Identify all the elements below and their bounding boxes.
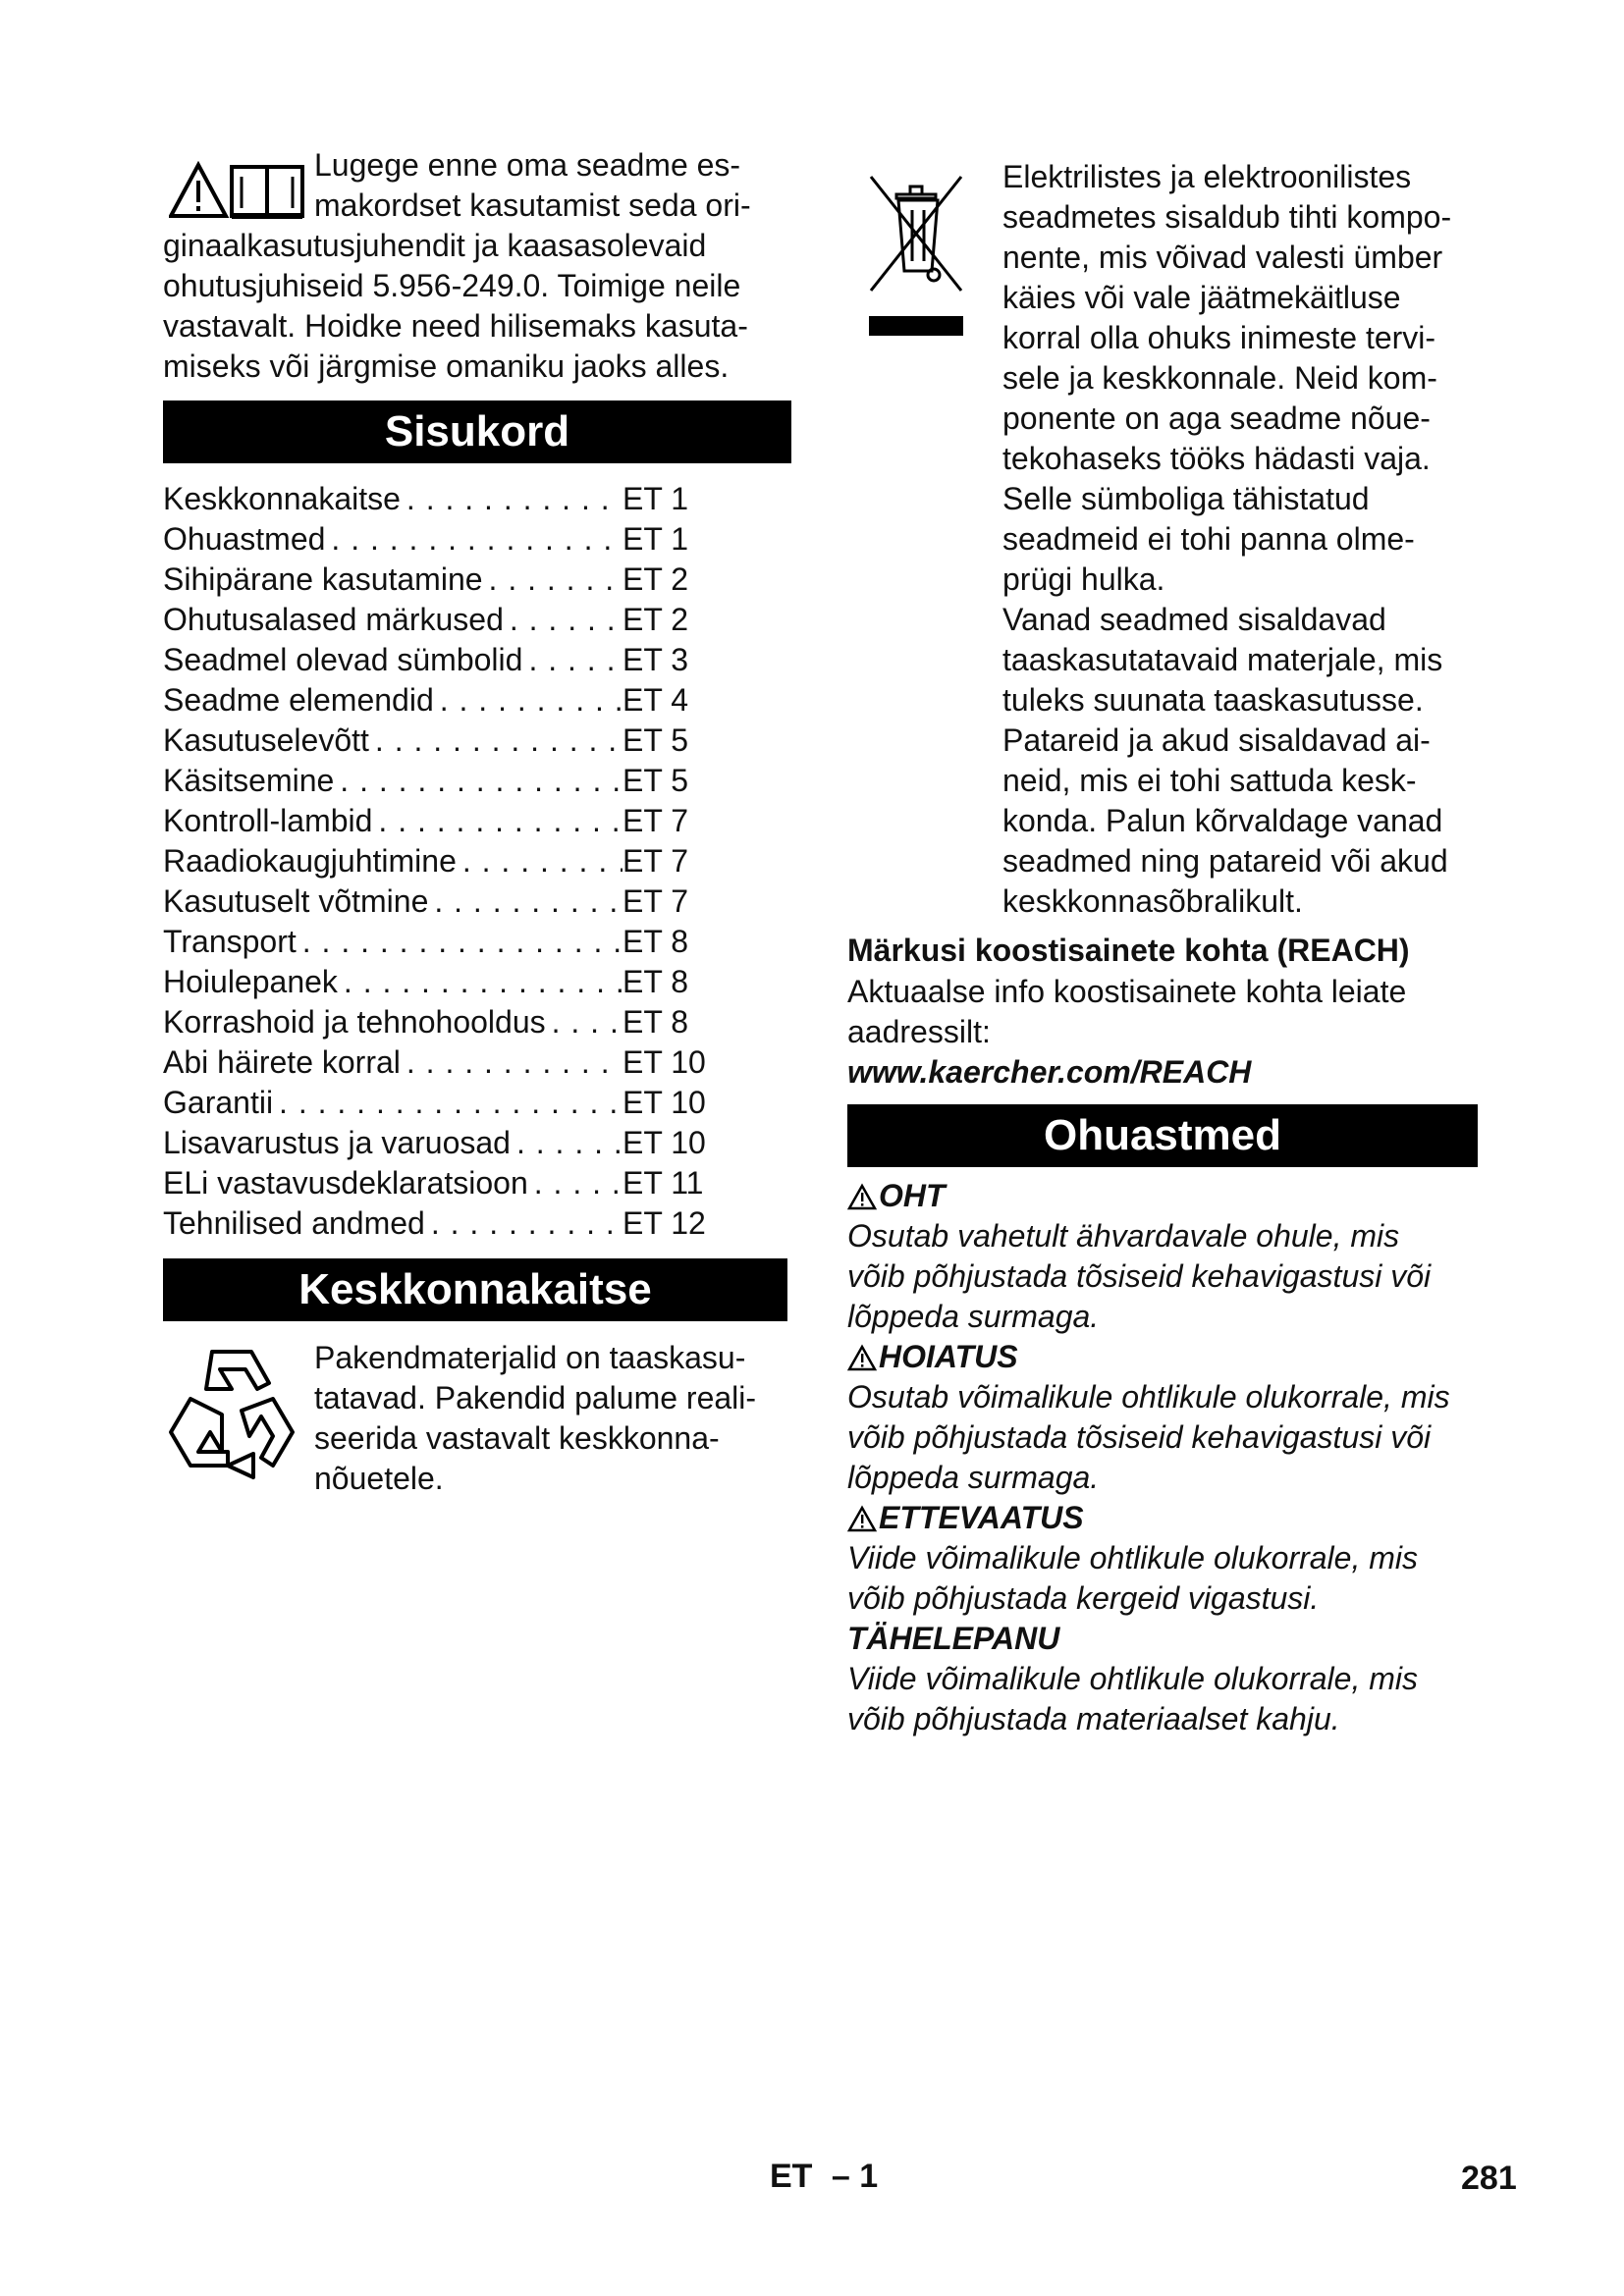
- text-line: seerida vastavalt keskkonna-: [314, 1420, 720, 1456]
- warning-triangle-icon: [847, 1183, 877, 1210]
- toc-leader: [338, 962, 623, 1002]
- text-line: võib põhjustada kergeid vigastusi.: [847, 1580, 1320, 1616]
- toc-item[interactable]: [163, 721, 713, 761]
- text-line: prügi hulka.: [1002, 561, 1165, 597]
- toc-item[interactable]: [163, 1002, 713, 1042]
- toc-item[interactable]: [163, 1042, 713, 1083]
- warning-triangle-icon: [847, 1505, 877, 1532]
- text-line: võib põhjustada tõsiseid kehavigastusi või: [847, 1258, 1432, 1294]
- toc-item-page: ET 10: [623, 1044, 706, 1080]
- toc-item[interactable]: [163, 841, 713, 881]
- text-line: Osutab võimalikule ohtlikule olukorrale, mis: [847, 1379, 1450, 1415]
- hazard-levels-title: Ohuastmed: [847, 1104, 1478, 1167]
- text-line: Viide võimalikule ohtlikule olukorrale, mis: [847, 1540, 1418, 1575]
- text-line: konda. Palun kõrvaldage vanad: [1002, 803, 1443, 838]
- table-of-contents: [163, 479, 713, 1244]
- toc-title: Sisukord: [163, 400, 791, 463]
- text-line: tatavad. Pakendid palume reali-: [314, 1380, 757, 1415]
- text-line: tuleks suunata taaskasutusse.: [1002, 682, 1424, 718]
- toc-item-page: ET 7: [623, 803, 688, 838]
- hazard-label: OHT: [879, 1178, 946, 1213]
- toc-leader: [522, 640, 623, 680]
- toc-item[interactable]: [163, 1083, 713, 1123]
- toc-item-page: ET 1: [623, 481, 688, 516]
- toc-leader: [401, 1042, 623, 1083]
- toc-item[interactable]: [163, 640, 713, 680]
- toc-item-label: Hoiulepanek: [163, 964, 338, 999]
- toc-item-label: Transport: [163, 924, 297, 959]
- hazard-label: TÄHELEPANU: [847, 1621, 1060, 1656]
- toc-leader: [372, 801, 623, 841]
- text-line: Viide võimalikule ohtlikule olukorrale, mis: [847, 1661, 1418, 1696]
- toc-item-label: Keskkonnakaitse: [163, 481, 401, 516]
- hazard-heading: [847, 1176, 1486, 1216]
- toc-item-page: ET 4: [623, 682, 688, 718]
- toc-item-label: Ohuastmed: [163, 521, 326, 557]
- text-line: seadmed ning patareid või akud: [1002, 843, 1448, 879]
- toc-item[interactable]: [163, 761, 713, 801]
- warning-manual-icon: [169, 161, 308, 222]
- hazard-label: ETTEVAATUS: [879, 1500, 1084, 1535]
- toc-item[interactable]: [163, 1123, 713, 1163]
- crossed-bin-icon: [867, 173, 965, 340]
- toc-item[interactable]: [163, 1203, 713, 1244]
- text-line: korral olla ohuks inimeste tervi-: [1002, 320, 1436, 355]
- weee-text: [1002, 157, 1493, 922]
- text-line: neid, mis ei tohi sattuda kesk-: [1002, 763, 1417, 798]
- toc-item-page: ET 2: [623, 602, 688, 637]
- toc-leader: [401, 479, 623, 519]
- reach-heading: Märkusi koostisainete kohta (REACH): [847, 933, 1410, 968]
- toc-item-label: Lisavarustus ja varuosad: [163, 1125, 511, 1160]
- text-line: seadmeid ei tohi panna olme-: [1002, 521, 1415, 557]
- toc-item[interactable]: [163, 519, 713, 560]
- toc-leader: [425, 1203, 623, 1244]
- hazard-description: [847, 1538, 1486, 1619]
- text-line: Elektrilistes ja elektroonilistes: [1002, 159, 1412, 194]
- toc-leader: [297, 922, 623, 962]
- hazard-danger: [847, 1176, 1486, 1337]
- text-line: lõppeda surmaga.: [847, 1299, 1100, 1334]
- toc-item-label: Ohutusalased märkused: [163, 602, 504, 637]
- toc-leader: [528, 1163, 623, 1203]
- reach-link[interactable]: www.kaercher.com/REACH: [847, 1054, 1252, 1090]
- text-line: Selle sümboliga tähistatud: [1002, 481, 1370, 516]
- text-line: Osutab vahetult ähvardavale ohule, mis: [847, 1218, 1400, 1254]
- hazard-description: [847, 1377, 1486, 1498]
- intro-line: miseks või järgmise omaniku jaoks alles.: [163, 348, 730, 384]
- hazard-description: [847, 1659, 1486, 1739]
- toc-leader: [325, 519, 623, 560]
- toc-leader: [428, 881, 623, 922]
- toc-item-label: Tehnilised andmed: [163, 1205, 425, 1241]
- toc-item[interactable]: [163, 922, 713, 962]
- text-line: ponente on aga seadme nõue-: [1002, 400, 1431, 436]
- toc-item-page: ET 8: [623, 1004, 688, 1040]
- toc-item[interactable]: [163, 801, 713, 841]
- toc-leader: [369, 721, 623, 761]
- text-line: võib põhjustada materiaalset kahju.: [847, 1701, 1340, 1736]
- toc-item[interactable]: [163, 560, 713, 600]
- toc-item-label: ELi vastavusdeklaratsioon: [163, 1165, 528, 1201]
- toc-item-page: ET 7: [623, 843, 688, 879]
- hazard-heading: [847, 1498, 1486, 1538]
- toc-item-page: ET 5: [623, 763, 688, 798]
- toc-item-label: Kontroll-lambid: [163, 803, 373, 838]
- hazard-notice: [847, 1619, 1486, 1739]
- toc-item-page: ET 5: [623, 722, 688, 758]
- packaging-text: [314, 1338, 795, 1499]
- toc-item-label: Garantii: [163, 1085, 274, 1120]
- hazard-description: [847, 1216, 1486, 1337]
- toc-item[interactable]: [163, 881, 713, 922]
- toc-item[interactable]: [163, 962, 713, 1002]
- hazard-caution: [847, 1498, 1486, 1619]
- page-number: 281: [1461, 2160, 1517, 2197]
- toc-item-label: Raadiokaugjuhtimine: [163, 843, 457, 879]
- toc-leader: [457, 841, 623, 881]
- text-line: aadressilt:: [847, 1014, 991, 1049]
- toc-leader: [546, 1002, 623, 1042]
- toc-item-page: ET 2: [623, 561, 688, 597]
- intro-line: ohutusjuhiseid 5.956-249.0. Toimige neile: [163, 268, 741, 303]
- intro-line: Lugege enne oma seadme es-: [314, 147, 741, 183]
- text-line: käies või vale jäätmekäitluse: [1002, 280, 1401, 315]
- hazard-warning: [847, 1337, 1486, 1498]
- toc-leader: [273, 1083, 623, 1123]
- recycle-icon: [163, 1340, 300, 1487]
- toc-item-page: ET 1: [623, 521, 688, 557]
- toc-item-label: Käsitsemine: [163, 763, 335, 798]
- warning-triangle-icon: [847, 1344, 877, 1371]
- text-line: võib põhjustada tõsiseid kehavigastusi või: [847, 1419, 1432, 1455]
- footer-section-page: – 1: [831, 2158, 879, 2195]
- toc-item-page: ET 10: [623, 1125, 706, 1160]
- toc-leader: [434, 680, 623, 721]
- toc-leader: [334, 761, 623, 801]
- toc-item-label: Seadmel olevad sümbolid: [163, 642, 523, 677]
- text-line: lõppeda surmaga.: [847, 1460, 1100, 1495]
- text-line: seadmetes sisaldub tihti kompo-: [1002, 199, 1452, 235]
- text-line: Aktuaalse info koostisainete kohta leiate: [847, 974, 1407, 1009]
- text-line: tekohaseks tööks hädasti vaja.: [1002, 441, 1431, 476]
- text-line: nõuetele.: [314, 1461, 444, 1496]
- text-line: Patareid ja akud sisaldavad ai-: [1002, 722, 1431, 758]
- toc-item-label: Kasutuselt võtmine: [163, 883, 429, 919]
- footer-section: [770, 2158, 878, 2196]
- toc-item-label: Korrashoid ja tehnohooldus: [163, 1004, 546, 1040]
- toc-item-page: ET 8: [623, 924, 688, 959]
- intro-line: vastavalt. Hoidke need hilisemaks kasuta-: [163, 308, 748, 344]
- toc-leader: [504, 600, 623, 640]
- hazard-heading: [847, 1619, 1486, 1659]
- hazard-label: HOIATUS: [879, 1339, 1018, 1374]
- text-line: sele ja keskkonnale. Neid kom-: [1002, 360, 1437, 396]
- text-line: Pakendmaterjalid on taaskasu-: [314, 1340, 746, 1375]
- footer-section-code: ET: [770, 2158, 813, 2195]
- text-line: Vanad seadmed sisaldavad: [1002, 602, 1386, 637]
- toc-item[interactable]: [163, 1163, 713, 1203]
- text-line: taaskasutatavaid materjale, mis: [1002, 642, 1443, 677]
- toc-leader: [511, 1123, 623, 1163]
- environment-title: Keskkonnakaitse: [163, 1258, 787, 1321]
- toc-item-label: Seadme elemendid: [163, 682, 434, 718]
- toc-item[interactable]: [163, 680, 713, 721]
- toc-item[interactable]: [163, 479, 713, 519]
- toc-item-page: ET 10: [623, 1085, 706, 1120]
- toc-item-label: Abi häirete korral: [163, 1044, 401, 1080]
- reach-text: [847, 972, 1466, 1052]
- toc-item-page: ET 3: [623, 642, 688, 677]
- toc-item-page: ET 8: [623, 964, 688, 999]
- toc-item-page: ET 12: [623, 1205, 706, 1241]
- intro-line: makordset kasutamist seda ori-: [314, 187, 751, 223]
- toc-item[interactable]: [163, 600, 713, 640]
- intro-line: ginaalkasutusjuhendit ja kaasasolevaid: [163, 228, 707, 263]
- toc-item-page: ET 7: [623, 883, 688, 919]
- toc-item-label: Sihipärane kasutamine: [163, 561, 483, 597]
- toc-leader: [483, 560, 623, 600]
- toc-item-page: ET 11: [623, 1165, 704, 1201]
- toc-item-label: Kasutuselevõtt: [163, 722, 369, 758]
- text-line: keskkonnasõbralikult.: [1002, 883, 1303, 919]
- hazard-heading: [847, 1337, 1486, 1377]
- text-line: nente, mis võivad valesti ümber: [1002, 240, 1443, 275]
